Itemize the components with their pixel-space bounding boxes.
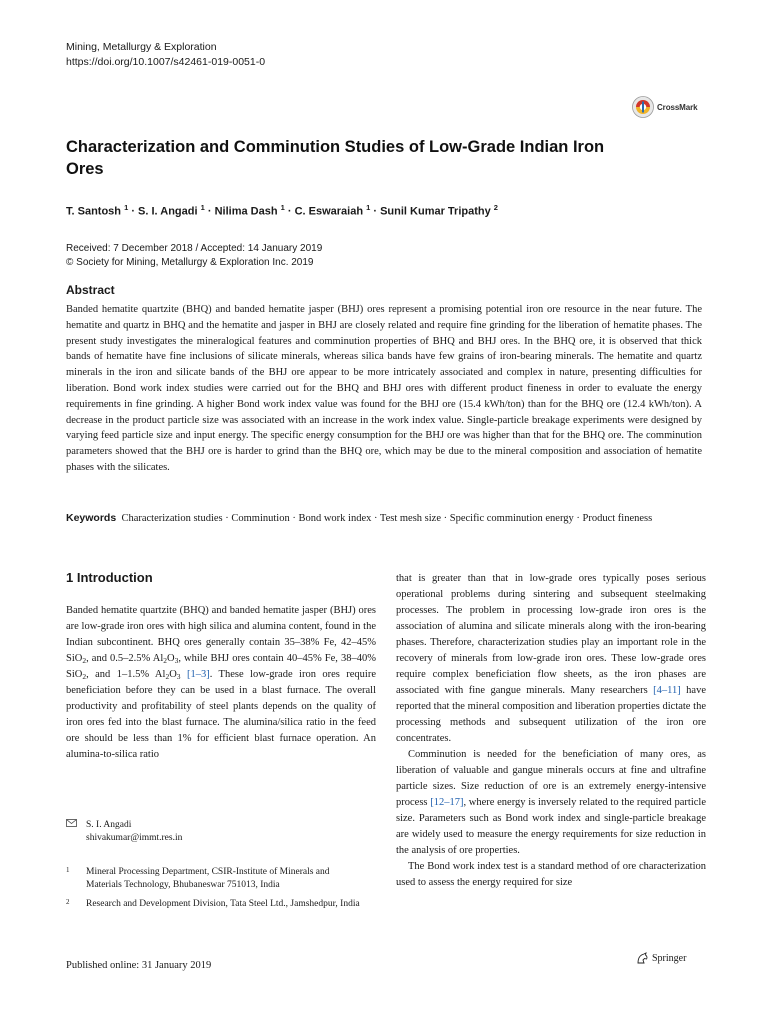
doi-link[interactable]: https://doi.org/10.1007/s42461-019-0051-0 [66, 56, 266, 68]
email-link[interactable]: shivakumar@immt.res.in [86, 833, 183, 843]
paragraph: Banded hematite quartzite (BHQ) and banded hematite jasper (BHJ) ores are low-grade iron ores with high silica and alumina content, found in the Indian subcontinent. BHQ ores generally contain 35–38% Fe, 42–45% SiO$_2$, and 0.5–2.5% $Al_2O_3$, while BHJ ores contain 40–45% Fe, 38–40% SiO$_2$, and 1–1.5% $Al_2O_3$ [1–3]. These low-grade iron ores require beneficiation before they can be used in a blast furnace. The overall productivity and profitability of steel plants depends on the quality of iron ores fed into the blast furnace. The alumina/silica ratio in the feed ore should be less than 1% for efficient blast furnace operation. An alumina-to-silica ratio [66, 605, 377, 760]
paragraph: that is greater than that in low-grade ores typically poses serious operational problems during sintering and subsequent steelmaking processes. The problem in processing low-grade iron ores is the association of alumina and silicate minerals along with the iron-bearing phases. Therefore, characterization studies play an important role in the recovery of minerals from low-grade iron ores. These low-grade ores require complex beneficiation flow sheets, as the iron phases are associated with fine gangue minerals. Many researchers [4–11] have reported that the mineral composition and liberation properties dictate the processing methods and subsequent utilization of the iron ore concentrates. [396, 573, 707, 744]
author-affiliation-mark: 1 [124, 203, 129, 212]
affiliation-number: 1 [66, 866, 70, 874]
copyright-line [66, 256, 322, 270]
keywords-list: Characterization studies · Comminution · Bond work index · Test mesh size · Specific comminution energy · Product fineness [121, 513, 653, 524]
author-list [66, 203, 498, 218]
crossmark-badge[interactable] [632, 96, 697, 118]
author-separator: · [287, 205, 292, 218]
affiliation-number: 2 [66, 898, 70, 906]
article-dates [66, 242, 322, 269]
envelope-icon [66, 819, 77, 827]
author-separator: · [207, 205, 212, 218]
received-accepted: Received: 7 December 2018 / Accepted: 14 January 2019 [66, 243, 323, 254]
copyright-icon: © [66, 256, 74, 268]
citation-link[interactable]: [12–17] [430, 797, 464, 808]
section-heading-introduction: 1 Introduction [66, 570, 153, 585]
author-name[interactable]: S. I. Angadi [138, 205, 198, 218]
body-column-left [66, 603, 376, 763]
copyright-text: Society for Mining, Metallurgy & Exploration Inc. 2019 [76, 256, 314, 268]
published-date: Published online: 31 January 2019 [66, 960, 212, 971]
author-name[interactable]: T. Santosh [66, 205, 122, 218]
corresponding-author: S. I. Angadi [86, 820, 132, 830]
abstract-text: Banded hematite quartzite (BHQ) and banded hematite jasper (BHJ) ores represent a promising potential iron ore resource in the near future. The hematite and quartz in BHQ and the hematite and jasper in BHJ are closely related and require fine grinding for the liberation of hematite phases. The present study investigates the mineralogical features and comminution properties of BHQ and BHJ ores. In the BHQ ore, it is observed that thick bands of hematite have fine inclusions of silicate minerals, whereas silica bands have few grains of iron-bearing minerals. The hematite and quartz minerals in the iron and silicate bands of the BHJ ore appear to be more intricately associated and complex in nature, presenting difficulties for liberation. Bond work index studies were carried out for the BHQ and BHJ ores with different product fineness in order to evaluate the energy requirements in fine grinding. A higher Bond work index value was found for the BHJ ore (15.4 kWh/ton) than for the BHQ ore (12.4 kWh/ton). A decrease in the product particle size was associated with an increase in the work index value. Single-particle breakage experiments were designed by varying feed particle size and input energy. The specific energy consumption for the BHJ ore was higher than that for the BHQ ore. The comminution parameters showed that the BHJ ore is harder to grind than the BHQ ore, which may be due to the mineral composition and association of hematite phases with the silicates. [66, 304, 702, 473]
body-column-right [396, 571, 706, 891]
publisher-name: Springer [652, 953, 687, 964]
article-title: Characterization and Comminution Studies of Low-Grade Indian Iron Ores [66, 138, 605, 178]
paragraph: Comminution is needed for the beneficiation of many ores, as liberation of valuable and gangue minerals occurs at fine and ultrafine particle sizes. Size reduction of ore is an extremely energy-intensive process [12–17], where energy is inversely related to the required particle size. Parameters such as Bond work index and single-particle breakage are widely used to measure the energy requirements for size reduction in the analysis of ore properties. [396, 749, 706, 856]
author-separator: · [373, 205, 378, 218]
keywords [66, 511, 702, 527]
author-affiliation-mark: 2 [493, 203, 498, 212]
affiliation [66, 866, 366, 892]
crossmark-icon [632, 96, 654, 118]
abstract-heading: Abstract [66, 283, 115, 297]
crossmark-label: CrossMark [657, 102, 698, 112]
affiliation [66, 898, 366, 911]
author-name[interactable]: C. Eswaraiah [294, 205, 364, 218]
author-affiliation-mark: 1 [366, 203, 371, 212]
journal-name: Mining, Metallurgy & Exploration [66, 41, 217, 53]
author-affiliation-mark: 1 [280, 203, 285, 212]
affiliation-text: Research and Development Division, Tata Steel Ltd., Jamshedpur, India [86, 899, 360, 909]
springer-horse-icon [636, 952, 649, 965]
publisher-logo[interactable] [636, 952, 686, 965]
author-separator: · [131, 205, 135, 218]
author-affiliation-mark: 1 [200, 203, 205, 212]
paragraph: The Bond work index test is a standard method of ore characterization used to assess the energy required for size [396, 861, 706, 888]
author-name[interactable]: Sunil Kumar Tripathy [380, 205, 491, 218]
affiliation-text: Mineral Processing Department, CSIR-Institute of Minerals and Materials Technology, Bhubaneswar 751013, India [86, 867, 330, 890]
citation-link[interactable]: [1–3] [186, 669, 210, 680]
keywords-label: Keywords [66, 512, 117, 524]
journal-header [66, 40, 265, 70]
citation-link[interactable]: [4–11] [653, 685, 681, 696]
author-name[interactable]: Nilima Dash [214, 205, 278, 218]
